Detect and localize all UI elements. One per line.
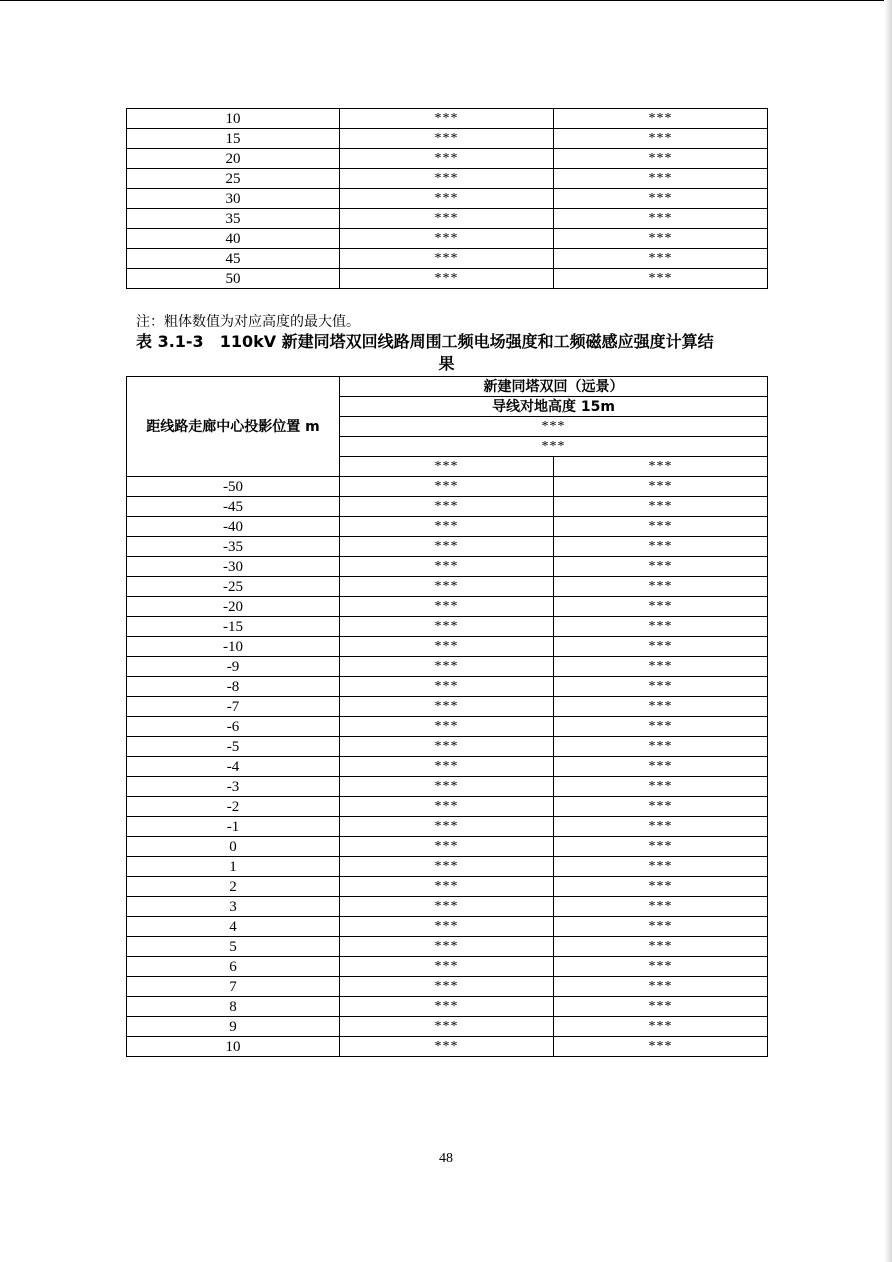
table-row	[127, 557, 768, 577]
position-cell: 5	[127, 937, 340, 957]
table-row	[127, 169, 768, 189]
table-row	[127, 897, 768, 917]
position-cell: -6	[127, 717, 340, 737]
position-cell: 6	[127, 957, 340, 977]
masked-header-2: ***	[340, 437, 768, 457]
value-cell-1: ***	[340, 877, 554, 897]
value-cell-2: ***	[554, 537, 768, 557]
value-cell-2: ***	[554, 109, 768, 129]
continued-table-body	[127, 109, 768, 289]
value-cell-1: ***	[340, 617, 554, 637]
table-row	[127, 797, 768, 817]
value-cell-1: ***	[340, 737, 554, 757]
value-cell-1: ***	[340, 109, 554, 129]
table-caption-line2: 果	[438, 354, 455, 373]
value-cell-1: ***	[340, 1017, 554, 1037]
value-cell-1: ***	[340, 497, 554, 517]
table-row	[127, 777, 768, 797]
value-cell-2: ***	[554, 977, 768, 997]
value-cell-1: ***	[340, 997, 554, 1017]
value-cell-1: ***	[340, 677, 554, 697]
position-cell: -50	[127, 477, 340, 497]
position-cell: -15	[127, 617, 340, 637]
masked-column-header-1: ***	[340, 457, 554, 477]
position-cell: -45	[127, 497, 340, 517]
position-cell: -2	[127, 797, 340, 817]
position-cell: 2	[127, 877, 340, 897]
table-row	[127, 109, 768, 129]
value-cell-2: ***	[554, 517, 768, 537]
value-cell-2: ***	[554, 997, 768, 1017]
masked-column-header-2: ***	[554, 457, 768, 477]
value-cell-2: ***	[554, 477, 768, 497]
table-row	[127, 477, 768, 497]
table-row	[127, 677, 768, 697]
table-row	[127, 637, 768, 657]
position-cell: -4	[127, 757, 340, 777]
value-cell-1: ***	[340, 149, 554, 169]
value-cell-2: ***	[554, 797, 768, 817]
field-strength-table	[126, 376, 768, 1057]
page-number: 48	[439, 1151, 453, 1166]
value-cell-1: ***	[340, 657, 554, 677]
position-cell: -35	[127, 537, 340, 557]
masked-header-1: ***	[340, 417, 768, 437]
value-cell-2: ***	[554, 617, 768, 637]
value-cell-1: ***	[340, 269, 554, 289]
position-cell: 25	[127, 169, 340, 189]
table-row	[127, 997, 768, 1017]
value-cell-1: ***	[340, 577, 554, 597]
table-row	[127, 837, 768, 857]
value-cell-2: ***	[554, 857, 768, 877]
position-cell: 20	[127, 149, 340, 169]
table-row	[127, 957, 768, 977]
table-row	[127, 1037, 768, 1057]
value-cell-1: ***	[340, 517, 554, 537]
position-cell: 45	[127, 249, 340, 269]
position-cell: -30	[127, 557, 340, 577]
value-cell-1: ***	[340, 897, 554, 917]
table-row	[127, 229, 768, 249]
table-note: 注：粗体数值为对应高度的最大值。	[136, 314, 360, 330]
table-row	[127, 537, 768, 557]
position-cell: 4	[127, 917, 340, 937]
value-cell-2: ***	[554, 657, 768, 677]
value-cell-2: ***	[554, 129, 768, 149]
scenario-header: 新建同塔双回（远景）	[340, 377, 768, 397]
table-row	[127, 497, 768, 517]
table-row	[127, 189, 768, 209]
table-row	[127, 129, 768, 149]
position-cell: 9	[127, 1017, 340, 1037]
value-cell-1: ***	[340, 597, 554, 617]
value-cell-1: ***	[340, 557, 554, 577]
position-cell: 30	[127, 189, 340, 209]
value-cell-2: ***	[554, 497, 768, 517]
value-cell-1: ***	[340, 129, 554, 149]
position-cell: 15	[127, 129, 340, 149]
table-row	[127, 857, 768, 877]
value-cell-2: ***	[554, 577, 768, 597]
value-cell-2: ***	[554, 637, 768, 657]
value-cell-1: ***	[340, 797, 554, 817]
value-cell-1: ***	[340, 837, 554, 857]
value-cell-1: ***	[340, 917, 554, 937]
value-cell-2: ***	[554, 957, 768, 977]
table-row	[127, 517, 768, 537]
position-cell: -1	[127, 817, 340, 837]
position-cell: 3	[127, 897, 340, 917]
value-cell-2: ***	[554, 777, 768, 797]
table-row	[127, 149, 768, 169]
position-cell: 40	[127, 229, 340, 249]
table-row	[127, 937, 768, 957]
table-row	[127, 249, 768, 269]
position-cell: -9	[127, 657, 340, 677]
value-cell-2: ***	[554, 209, 768, 229]
table-row	[127, 269, 768, 289]
value-cell-2: ***	[554, 269, 768, 289]
value-cell-2: ***	[554, 149, 768, 169]
page-top-rule	[0, 0, 892, 1]
value-cell-2: ***	[554, 1017, 768, 1037]
value-cell-1: ***	[340, 537, 554, 557]
value-cell-2: ***	[554, 937, 768, 957]
position-cell: -7	[127, 697, 340, 717]
value-cell-2: ***	[554, 169, 768, 189]
table-row	[127, 597, 768, 617]
value-cell-2: ***	[554, 837, 768, 857]
position-cell: 0	[127, 837, 340, 857]
value-cell-2: ***	[554, 877, 768, 897]
value-cell-1: ***	[340, 857, 554, 877]
position-cell: -40	[127, 517, 340, 537]
value-cell-1: ***	[340, 477, 554, 497]
table-row	[127, 617, 768, 637]
value-cell-2: ***	[554, 189, 768, 209]
conductor-height-header: 导线对地高度 15m	[340, 397, 768, 417]
table-row	[127, 1017, 768, 1037]
value-cell-1: ***	[340, 209, 554, 229]
position-cell: 10	[127, 109, 340, 129]
table-row	[127, 209, 768, 229]
value-cell-2: ***	[554, 677, 768, 697]
position-cell: -5	[127, 737, 340, 757]
value-cell-2: ***	[554, 917, 768, 937]
value-cell-1: ***	[340, 957, 554, 977]
value-cell-2: ***	[554, 737, 768, 757]
value-cell-2: ***	[554, 557, 768, 577]
position-cell: 7	[127, 977, 340, 997]
value-cell-2: ***	[554, 897, 768, 917]
value-cell-1: ***	[340, 937, 554, 957]
value-cell-2: ***	[554, 597, 768, 617]
position-cell: 10	[127, 1037, 340, 1057]
position-cell: -10	[127, 637, 340, 657]
position-cell: -8	[127, 677, 340, 697]
value-cell-2: ***	[554, 757, 768, 777]
position-cell: 35	[127, 209, 340, 229]
page-edge-shadow	[884, 0, 892, 1262]
value-cell-2: ***	[554, 249, 768, 269]
value-cell-1: ***	[340, 637, 554, 657]
table-row	[127, 877, 768, 897]
value-cell-1: ***	[340, 249, 554, 269]
table-caption	[126, 331, 767, 375]
value-cell-2: ***	[554, 717, 768, 737]
position-column-header: 距线路走廊中心投影位置 m	[127, 377, 340, 477]
value-cell-1: ***	[340, 717, 554, 737]
table-row	[127, 577, 768, 597]
value-cell-1: ***	[340, 977, 554, 997]
value-cell-1: ***	[340, 169, 554, 189]
table-row	[127, 717, 768, 737]
value-cell-2: ***	[554, 229, 768, 249]
position-cell: 50	[127, 269, 340, 289]
value-cell-1: ***	[340, 229, 554, 249]
value-cell-1: ***	[340, 757, 554, 777]
value-cell-2: ***	[554, 1037, 768, 1057]
value-cell-2: ***	[554, 697, 768, 717]
position-cell: 1	[127, 857, 340, 877]
value-cell-1: ***	[340, 777, 554, 797]
position-cell: -25	[127, 577, 340, 597]
value-cell-1: ***	[340, 697, 554, 717]
table-caption-line1: 表 3.1-3 110kV 新建同塔双回线路周围工频电场强度和工频磁感应强度计算结	[136, 332, 714, 351]
continued-data-table	[126, 108, 768, 289]
table-row	[127, 757, 768, 777]
value-cell-2: ***	[554, 817, 768, 837]
table-row	[127, 737, 768, 757]
table-row	[127, 817, 768, 837]
table-row	[127, 917, 768, 937]
table-row	[127, 697, 768, 717]
table-row	[127, 977, 768, 997]
value-cell-1: ***	[340, 817, 554, 837]
value-cell-1: ***	[340, 189, 554, 209]
table-row	[127, 657, 768, 677]
position-cell: -20	[127, 597, 340, 617]
value-cell-1: ***	[340, 1037, 554, 1057]
field-strength-table-body	[127, 477, 768, 1057]
position-cell: 8	[127, 997, 340, 1017]
position-cell: -3	[127, 777, 340, 797]
